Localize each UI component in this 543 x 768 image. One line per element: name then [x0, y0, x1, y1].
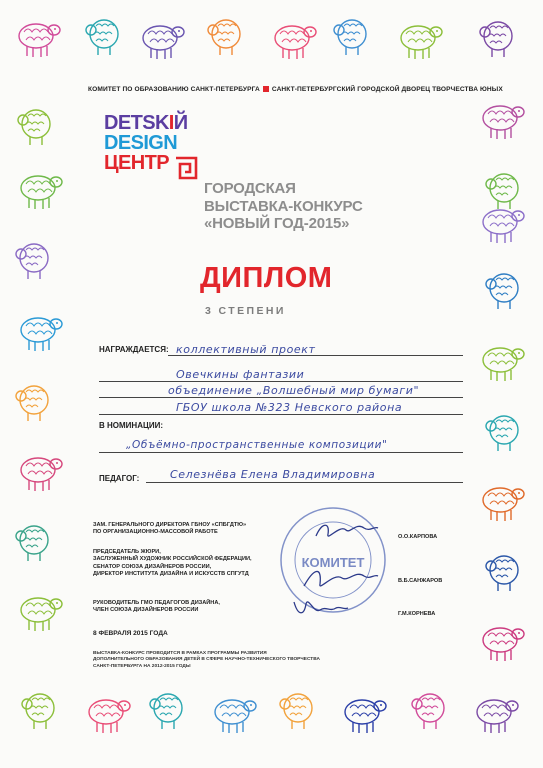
diploma-degree: 3 СТЕПЕНИ	[205, 305, 286, 317]
footnote-line-3: САНКТ-ПЕТЕРБУРГА НА 2012-2015 ГОДЫ	[93, 663, 191, 669]
teacher-label: ПЕДАГОГ:	[99, 474, 140, 483]
signatory-1-title-line-2: ПО ОРГАНИЗАЦИОННО-МАССОВОЙ РАБОТЕ	[93, 529, 218, 536]
awarded-line-3	[99, 397, 463, 398]
header-organizations	[88, 86, 528, 93]
program-footnote	[93, 651, 373, 670]
title-line-3: «НОВЫЙ ГОД-2015»	[204, 215, 350, 232]
signature-1	[312, 518, 382, 544]
signatory-3-title-line-1: РУКОВОДИТЕЛЬ ГМО ПЕДАГОГОВ ДИЗАЙНА,	[93, 600, 220, 606]
awarded-project-type: коллективный проект	[176, 343, 316, 356]
signatory-1-name: О.О.КАРПОВА	[398, 534, 438, 540]
footnote-line-1: ВЫСТАВКА-КОНКУРС ПРОВОДИТСЯ В РАМКАХ ПРОГРАММЫ РАЗВИТИЯ	[93, 651, 267, 656]
award-date: 8 ФЕВРАЛЯ 2015 ГОДА	[93, 630, 168, 637]
signatory-3-name: Г.М.КОРНЕВА	[398, 611, 436, 617]
title-line-2: ВЫСТАВКА-КОНКУРС	[204, 197, 363, 215]
signatory-2-title-line-3: СЕНАТОР СОЮЗА ДИЗАЙНЕРОВ РОССИИ,	[93, 563, 212, 570]
awarded-line-2	[99, 381, 463, 382]
stamp-text: КОМИТЕТ	[301, 555, 365, 570]
awarded-line-4	[99, 414, 463, 415]
awarded-association: объединение „Волшебный мир бумаги"	[168, 384, 420, 397]
signatory-1-title	[93, 522, 246, 537]
signatory-2-title-line-2: ЗАСЛУЖЕННЫЙ ХУДОЖНИК РОССИЙСКОЙ ФЕДЕРАЦИИ,	[93, 556, 252, 563]
contest-title	[204, 180, 444, 233]
logo-text-1c: Й	[173, 112, 188, 134]
signatory-3-title-line-2: ЧЛЕН СОЮЗА ДИЗАЙНЕРОВ РОССИИ	[93, 607, 199, 614]
teacher-name: Селезнёва Елена Владимировна	[170, 468, 376, 481]
nomination-line	[99, 452, 463, 453]
red-square-separator	[263, 86, 269, 92]
logo-text-2a: DESIGN	[104, 132, 178, 154]
signatory-2-title-line-4: ДИРЕКТОР ИНСТИТУТА ДИЗАЙНА И ИСКУССТВ СПГУТД	[93, 571, 249, 578]
signatory-2-title	[93, 549, 252, 579]
teacher-line	[146, 482, 463, 483]
diploma-heading: ДИПЛОМ	[200, 262, 333, 294]
committee-name: КОМИТЕТ ПО ОБРАЗОВАНИЮ САНКТ-ПЕТЕРБУРГА	[88, 86, 260, 93]
signatory-2-title-line-1: ПРЕДСЕДАТЕЛЬ ЖЮРИ,	[93, 549, 161, 555]
footnote-line-2: ДОПОЛНИТЕЛЬНОГО ОБРАЗОВАНИЯ ДЕТЕЙ В СФЕРЕ НАУЧНО-ТЕХНИЧЕСКОГО ТВОРЧЕСТВА	[93, 657, 320, 663]
logo-text-1b: I	[168, 112, 174, 134]
signatory-3-title	[93, 600, 220, 615]
awarded-label: НАГРАЖДАЕТСЯ:	[99, 345, 169, 354]
signatory-2-name: В.Б.САНЖАРОВ	[398, 578, 443, 584]
nomination-value: „Объёмно-пространственные композиции"	[126, 439, 388, 451]
logo-spiral-icon	[174, 156, 198, 180]
signatory-1-title-line-1: ЗАМ. ГЕНЕРАЛЬНОГО ДИРЕКТОРА ГБНОУ «СПБГДТЮ»	[93, 522, 247, 528]
signature-2	[300, 564, 380, 594]
logo-text-3a: ЦЕНТР	[104, 152, 169, 174]
awarded-project-name: Овечкины фантазии	[176, 368, 305, 381]
palace-name: САНКТ-ПЕТЕРБУРГСКИЙ ГОРОДСКОЙ ДВОРЕЦ ТВОРЧЕСТВА ЮНЫХ	[271, 86, 503, 93]
logo-text-1a: DETSK	[104, 112, 169, 134]
nomination-label: В НОМИНАЦИИ:	[99, 421, 163, 430]
awarded-school: ГБОУ школа №323 Невского района	[176, 401, 403, 414]
signature-3	[290, 594, 350, 620]
title-line-1: ГОРОДСКАЯ	[204, 180, 296, 197]
